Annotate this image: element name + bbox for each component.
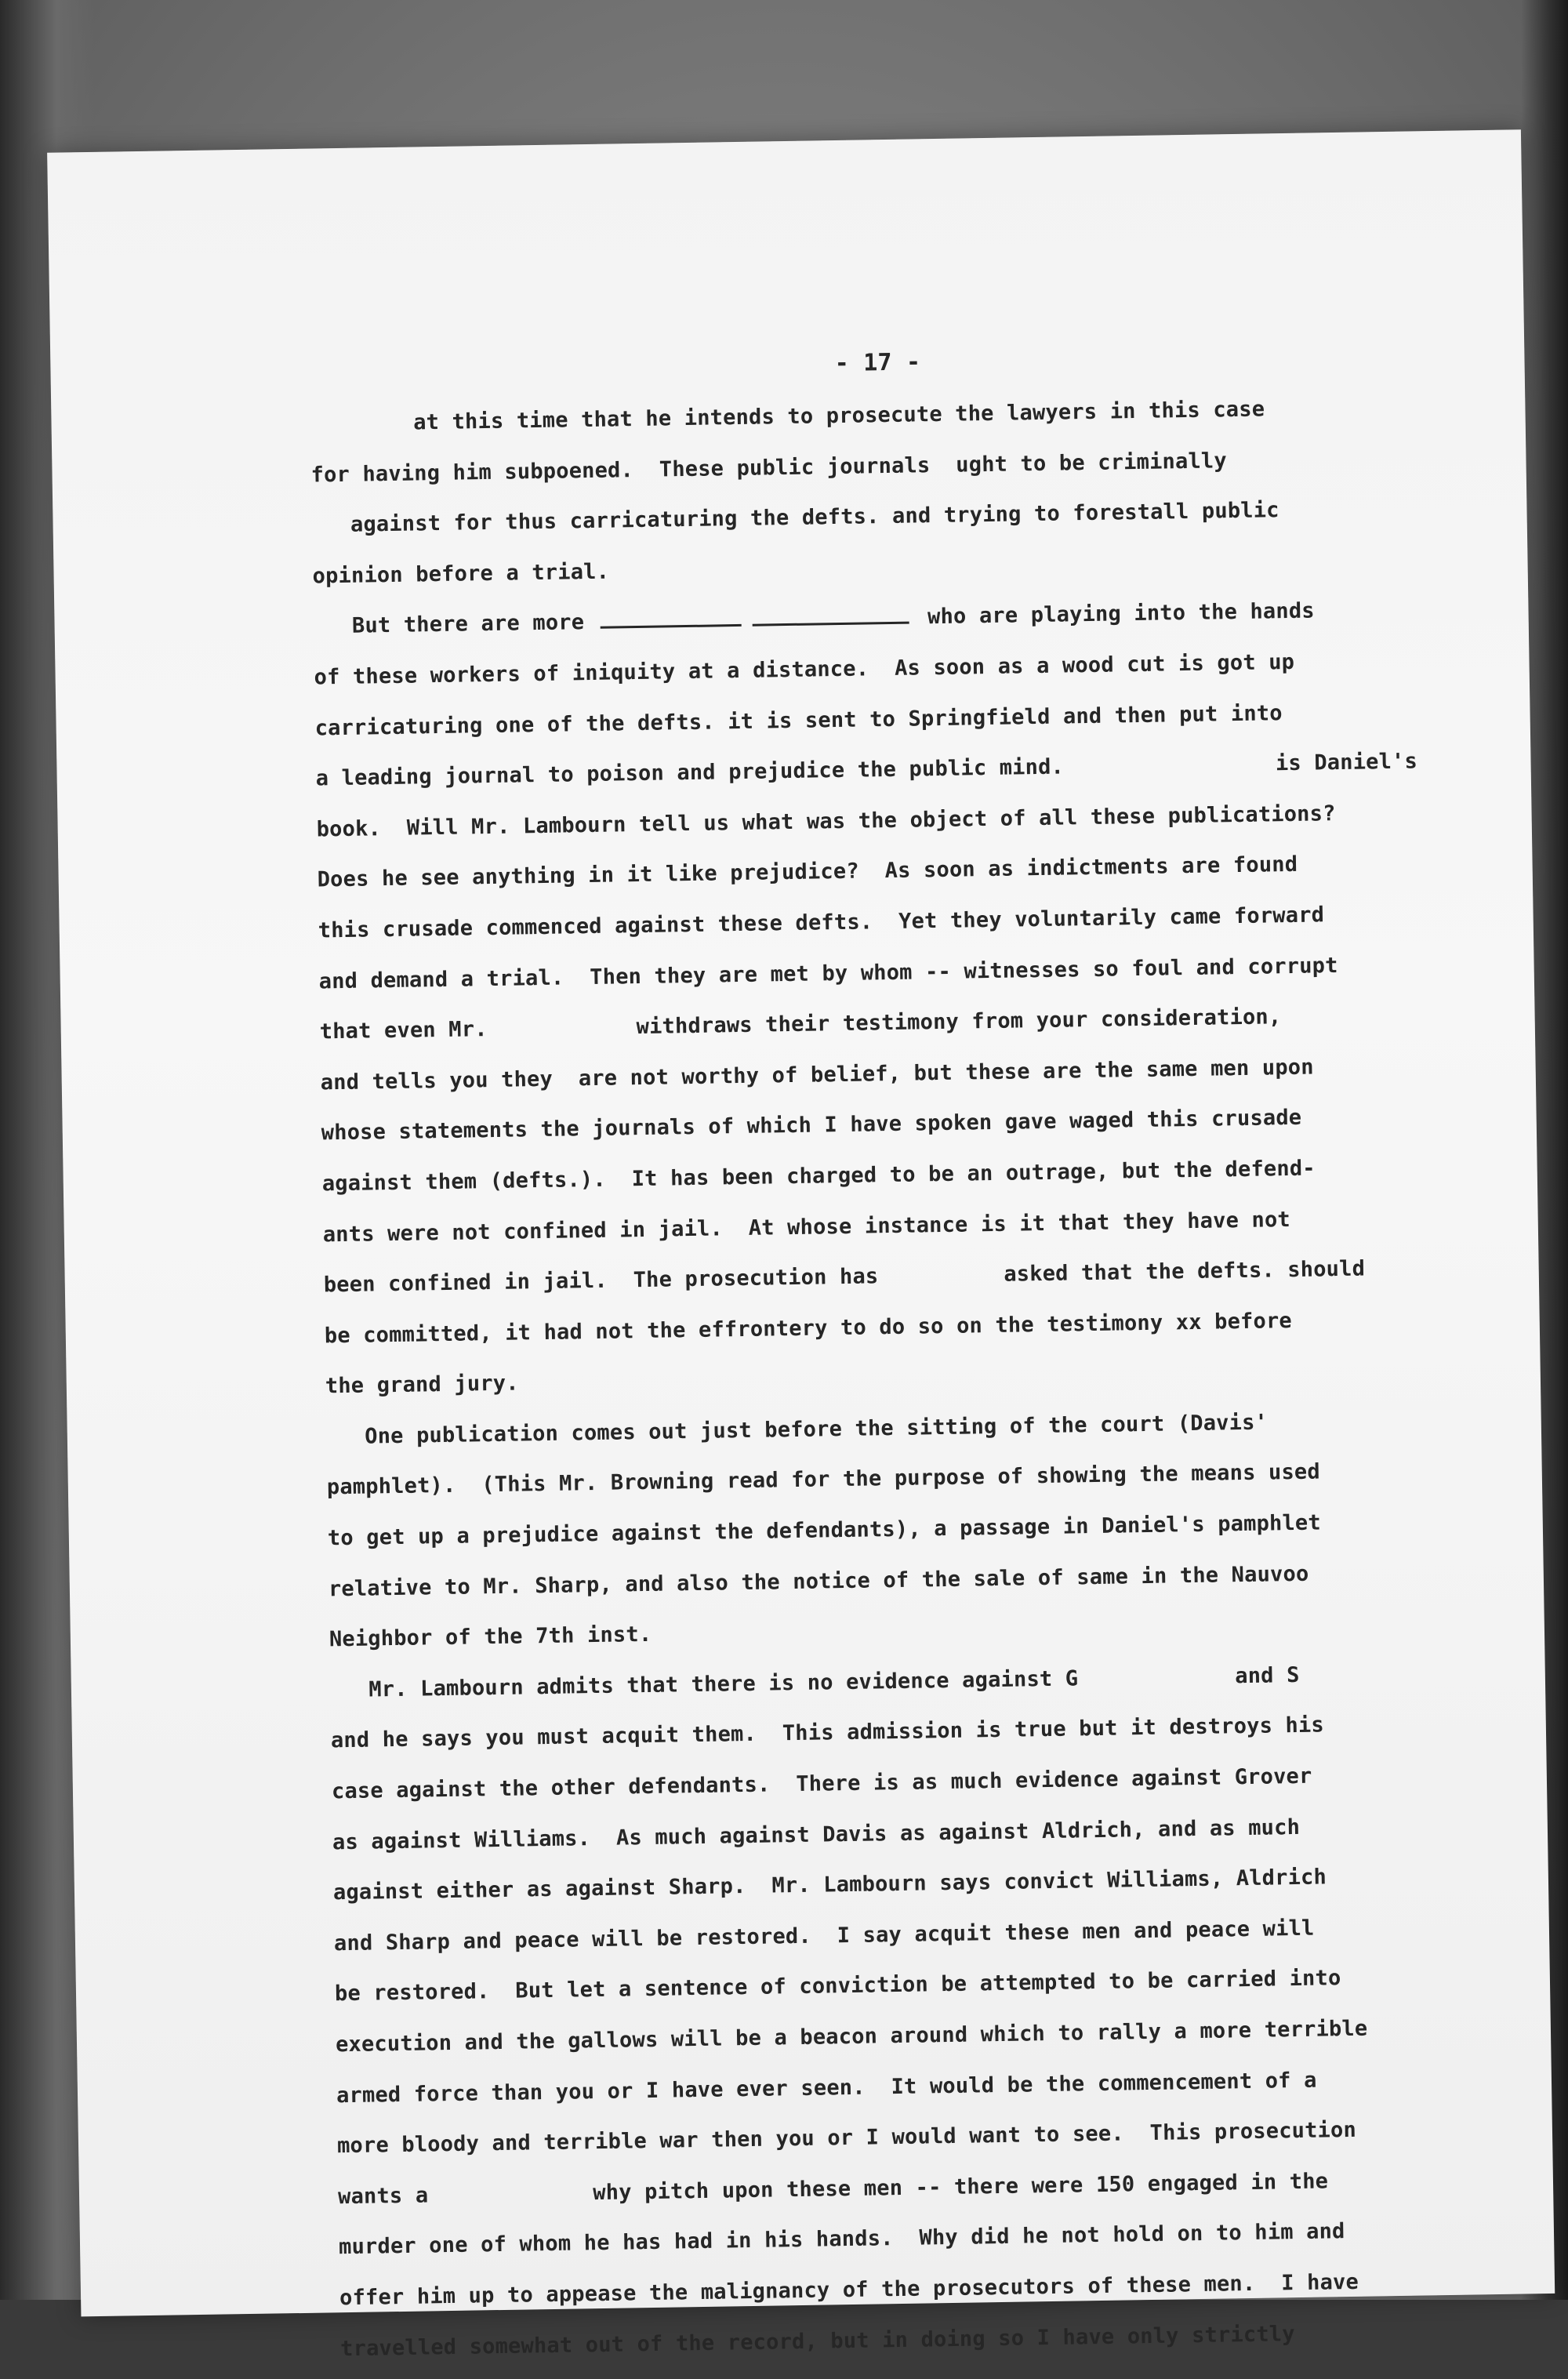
line-text: against either as against Sharp. Mr. Lambourn says convict Williams, Aldrich (333, 1865, 1327, 1905)
line-text: Mr. Lambourn admits that there is no evidence against G (330, 1666, 1079, 1702)
line-continuation: is Daniel's (1276, 750, 1417, 776)
line-gap (428, 2199, 593, 2202)
line-text: execution and the gallows will be a beacon around which to rally a more terrible (336, 2017, 1368, 2058)
line-text: book. Will Mr. Lambourn tell us what was the object of all these publications? (316, 801, 1335, 841)
line-text: and Sharp and peace will be restored. I say acquit these men and peace will (334, 1916, 1315, 1956)
line-text: this crusade commenced against these defts. Yet they voluntarily came forward (318, 903, 1324, 943)
line-text: for having him subpoened. These public journals ught to be criminally (310, 449, 1227, 487)
page-number: - 17 - (309, 327, 1446, 400)
line-text: armed force than you or I have ever seen. It would be the commencement of a (336, 2068, 1317, 2108)
line-text: against for thus carricaturing the defts. and trying to forestall public (311, 498, 1279, 537)
line-text: a leading journal to poison and prejudice the public mind. (315, 755, 1064, 791)
line-text: One publication comes out just before the sitting of the court (Davis' (326, 1410, 1269, 1449)
line-text: murder one of whom he has had in his hands. Why did he not hold on to him and (339, 2219, 1345, 2259)
blank-field (600, 607, 741, 629)
line-gap (1064, 770, 1276, 773)
line-text: be committed, it had not the effrontery to do so on the testimony xx before (325, 1309, 1292, 1348)
line-text: been confined in jail. The prosecution has (324, 1264, 879, 1297)
line-text: Neighbor of the 7th inst. (329, 1622, 652, 1651)
line-continuation: and S (1235, 1663, 1300, 1688)
line-text: more bloody and terrible war then you or I would want to see. This prosecution (337, 2118, 1356, 2158)
line-text: travelled somewhat out of the record, but in doing so I have only strictly (340, 2322, 1295, 2361)
line-text: that even Mr. (320, 1017, 488, 1044)
line-continuation: who are playing into the hands (927, 599, 1315, 630)
line-gap (1078, 1683, 1235, 1685)
line-text: against them (defts.). It has been charged to be an outrage, but the defend- (322, 1156, 1316, 1196)
line-text: and tells you they are not worthy of belief, but these are the same men upon (321, 1055, 1314, 1095)
line-text: offer him up to appease the malignancy of the prosecutors of these men. I have (339, 2270, 1359, 2310)
document-page (47, 129, 1555, 2316)
line-continuation: withdraws their testimony from your consideration, (636, 1004, 1281, 1039)
line-gap (488, 1033, 637, 1036)
line-text: opinion before a trial. (312, 559, 609, 588)
line-text: ants were not confined in jail. At whose instance is it that they have not (323, 1208, 1290, 1247)
blank-field (752, 605, 909, 627)
text-lines (310, 382, 1477, 2375)
line-text: But there are more (313, 610, 584, 638)
line-text: at this time that he intends to prosecute the lawyers in this case (310, 397, 1265, 436)
line-text: and demand a trial. Then they are met by whom -- witnesses so foul and corrupt (319, 953, 1338, 993)
line-text: to get up a prejudice against the defendants), a passage in Daniel's pamphlet (328, 1511, 1321, 1551)
line-continuation: asked that the defts. should (1004, 1257, 1365, 1287)
line-text: wants a (338, 2183, 429, 2209)
line-text: and he says you must acquit them. This admission is true but it destroys his (331, 1713, 1324, 1753)
line-text: pamphlet). (This Mr. Browning read for the purpose of showing the means used (327, 1460, 1320, 1500)
line-text: case against the other defendants. There is as much evidence against Grover (332, 1764, 1312, 1804)
line-text: of these workers of iniquity at a distance. As soon as a wood cut is got up (314, 650, 1294, 690)
line-text: the grand jury. (325, 1371, 519, 1399)
line-text: Does he see anything in it like prejudice? As soon as indictments are found (317, 852, 1298, 892)
line-text: be restored. But let a sentence of conviction be attempted to be carried into (335, 1967, 1341, 2007)
line-text: carricaturing one of the defts. it is sent to Springfield and then put into (314, 701, 1282, 740)
line-text: as against Williams. As much against Davis as against Aldrich, and as much (332, 1815, 1300, 1854)
line-continuation: why pitch upon these men -- there were 150 engaged in the (593, 2169, 1328, 2205)
line-text: relative to Mr. Sharp, and also the notice of the sale of same in the Nauvoo (328, 1561, 1309, 1601)
line-text: whose statements the journals of which I have spoken gave waged this crusade (321, 1106, 1302, 1146)
typed-text (309, 327, 1477, 2375)
line-gap (878, 1281, 1004, 1284)
